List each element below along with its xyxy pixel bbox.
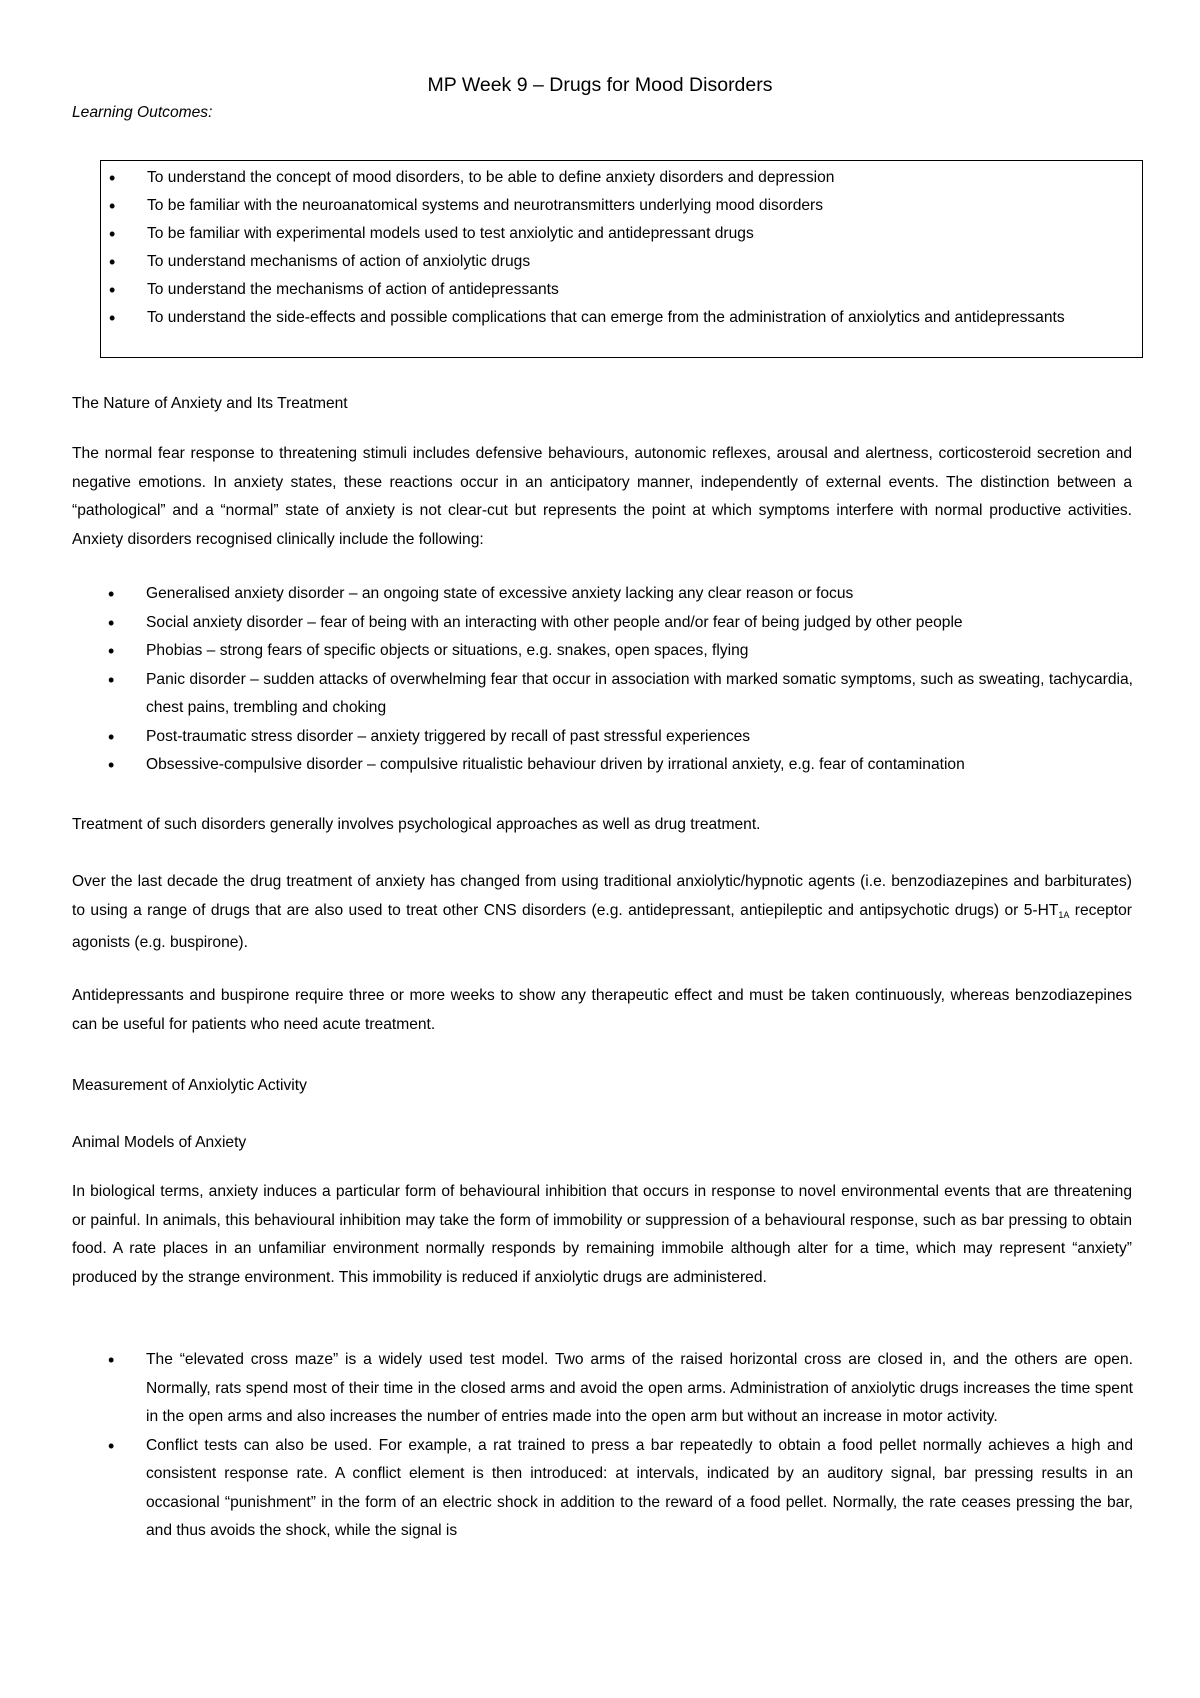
drug-treatment-text-a: Over the last decade the drug treatment of anxiety has changed from using traditional anxiolytic/hypnotic agents (i.e. benzodiazepines and barbiturates) to using a range of drugs that are also used to treat other CNS disorders (e.g. antidepressant, antiepileptic and antipsychotic drugs) or 5-HT [72, 873, 1132, 919]
disorder-item: • Obsessive-compulsive disorder – compulsive ritualistic behaviour driven by irrational anxiety, e.g. fear of contamination [100, 751, 1133, 780]
learning-outcome-item: • To understand the side-effects and possible complications that can emerge from the administration of anxiolytics and antidepressants [101, 304, 1134, 332]
section-heading-nature: The Nature of Anxiety and Its Treatment [72, 395, 348, 412]
learning-outcomes-box [100, 160, 1143, 358]
disorder-item: • Generalised anxiety disorder – an ongoing state of excessive anxiety lacking any clear reason or focus [100, 580, 1133, 609]
receptor-subscript: 1A [1058, 909, 1070, 920]
anxiety-disorders-list [100, 580, 1133, 780]
section-heading-measurement: Measurement of Anxiolytic Activity [72, 1077, 307, 1094]
disorder-item: • Phobias – strong fears of specific objects or situations, e.g. snakes, open spaces, flying [100, 637, 1133, 666]
disorder-item: • Panic disorder – sudden attacks of overwhelming fear that occur in association with marked somatic symptoms, such as sweating, tachycardia, chest pains, trembling and choking [100, 666, 1133, 723]
learning-outcomes-label: Learning Outcomes: [72, 104, 213, 121]
paragraph-treatment: Treatment of such disorders generally involves psychological approaches as well as drug treatment. [72, 816, 761, 833]
drug-treatment-text-b: receptor agonists (e.g. buspirone). [72, 901, 1132, 952]
paragraph-fear-response: The normal fear response to threatening stimuli includes defensive behaviours, autonomic reflexes, arousal and alertness, corticosteroid secretion and negative emotions. In anxiety states, these reactions occur in an anticipatory manner, independently of external events. The distinction between a “pathological” and a “normal” state of anxiety is not clear-cut but represents the point at which symptoms interfere with normal productive activities. Anxiety disorders recognised clinically include the following: [72, 445, 1132, 548]
disorder-item: • Post-traumatic stress disorder – anxiety triggered by recall of past stressful experiences [100, 723, 1133, 752]
animal-models-list-wrap [100, 1346, 1133, 1546]
learning-outcome-item: • To be familiar with experimental models used to test anxiolytic and antidepressant drugs [101, 220, 1134, 248]
model-item: • The “elevated cross maze” is a widely used test model. Two arms of the raised horizontal cross are closed in, and the others are open. Normally, rats spend most of their time in the closed arms and avoid the open arms. Administration of anxiolytic drugs increases the time spent in the open arms and also increases the number of entries made into the open arm but without an increase in motor activity. [100, 1346, 1133, 1432]
disorder-item: • Social anxiety disorder – fear of being with an interacting with other people and/or fear of being judged by other people [100, 609, 1133, 638]
learning-outcome-item: • To understand the concept of mood disorders, to be able to define anxiety disorders and depression [101, 164, 1134, 192]
anxiety-disorders-list-wrap [100, 580, 1133, 780]
model-item: • Conflict tests can also be used. For example, a rat trained to press a bar repeatedly to obtain a food pellet normally achieves a high and consistent response rate. A conflict element is then introduced: at intervals, indicated by an auditory signal, bar pressing results in an occasional “punishment” in the form of an electric shock in addition to the reward of a food pellet. Normally, the rate ceases pressing the bar, and thus avoids the shock, while the signal is [100, 1432, 1133, 1546]
learning-outcome-item: • To understand mechanisms of action of anxiolytic drugs [101, 248, 1134, 276]
learning-outcome-item: • To be familiar with the neuroanatomical systems and neurotransmitters underlying mood disorders [101, 192, 1134, 220]
animal-models-list [100, 1346, 1133, 1546]
subheading-animal-models: Animal Models of Anxiety [72, 1134, 247, 1151]
page-title: MP Week 9 – Drugs for Mood Disorders [427, 74, 773, 96]
paragraph-drug-treatment [72, 868, 1132, 958]
learning-outcomes-list [101, 161, 1142, 332]
learning-outcome-item: • To understand the mechanisms of action of antidepressants [101, 276, 1134, 304]
paragraph-biological-terms: In biological terms, anxiety induces a particular form of behavioural inhibition that occurs in response to novel environmental events that are threatening or painful. In animals, this behavioural inhibition may take the form of immobility or suppression of a behavioural response, such as bar pressing to obtain food. A rate places in an unfamiliar environment normally responds by remaining immobile although alter for a time, which may represent “anxiety” produced by the strange environment. This immobility is reduced if anxiolytic drugs are administered. [72, 1183, 1132, 1286]
paragraph-antidepressants: Antidepressants and buspirone require three or more weeks to show any therapeutic effect and must be taken continuously, whereas benzodiazepines can be useful for patients who need acute treatment. [72, 987, 1132, 1033]
